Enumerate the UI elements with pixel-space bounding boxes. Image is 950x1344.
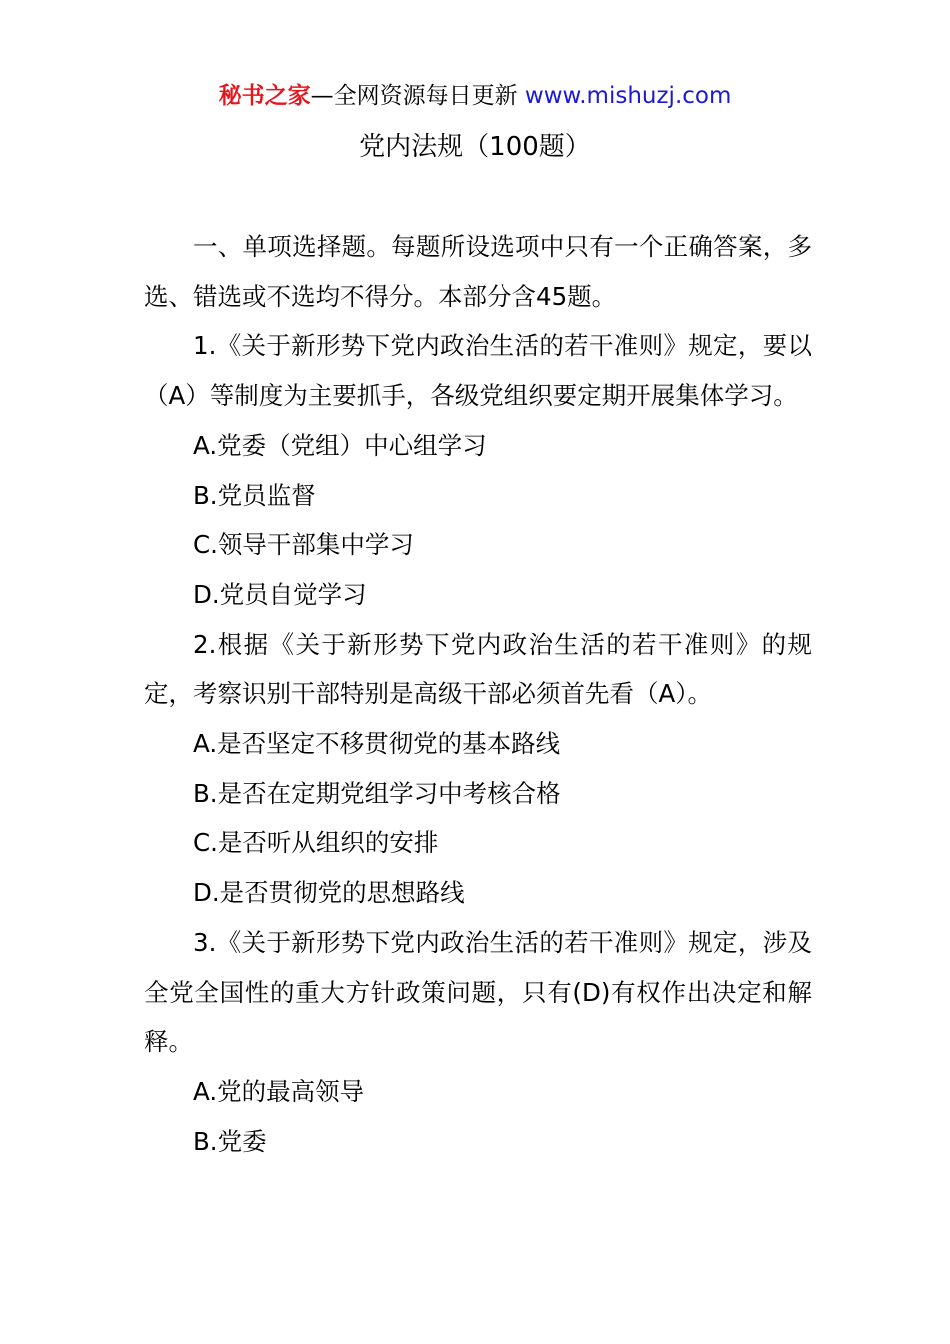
site-brand: 秘书之家 (218, 83, 311, 109)
question-3-option-a: A.党的最高领导 (193, 1076, 365, 1106)
site-header (0, 80, 950, 112)
question-3: 3.《关于新形势下党内政治生活的若干准则》规定，涉及全党全国性的重大方针政策问题，只有(D)有权作出决定和解释。 (144, 927, 812, 1057)
site-tagline: —全网资源每日更新 (310, 83, 525, 109)
section-instruction: 一、单项选择题。每题所设选项中只有一个正确答案，多选、错选或不选均不得分。本部分含45题。 (144, 232, 812, 311)
question-1-option-b: B.党员监督 (193, 480, 316, 510)
question-2-option-a: A.是否坚定不移贯彻党的基本路线 (193, 729, 561, 759)
question-2-option-d: D.是否贯彻党的思想路线 (193, 878, 465, 908)
question-3-option-b: B.党委 (193, 1126, 267, 1156)
question-1-option-c: C.领导干部集中学习 (193, 530, 414, 560)
question-1-option-a: A.党委（党组）中心组学习 (193, 430, 487, 460)
question-2-option-b: B.是否在定期党组学习中考核合格 (193, 778, 561, 808)
question-1: 1.《关于新形势下党内政治生活的若干准则》规定，要以（A）等制度为主要抓手，各级党组织要定期开展集体学习。 (144, 331, 812, 411)
question-1-option-d: D.党员自觉学习 (193, 579, 367, 609)
site-url-link[interactable]: www.mishuzj.com (524, 83, 732, 109)
question-2-option-c: C.是否听从组织的安排 (193, 828, 439, 858)
document-title: 党内法规（100题） (359, 132, 591, 162)
question-2: 2.根据《关于新形势下党内政治生活的若干准则》的规定，考察识别干部特别是高级干部必须首先看（A）。 (144, 629, 812, 709)
document-body (144, 222, 812, 1166)
